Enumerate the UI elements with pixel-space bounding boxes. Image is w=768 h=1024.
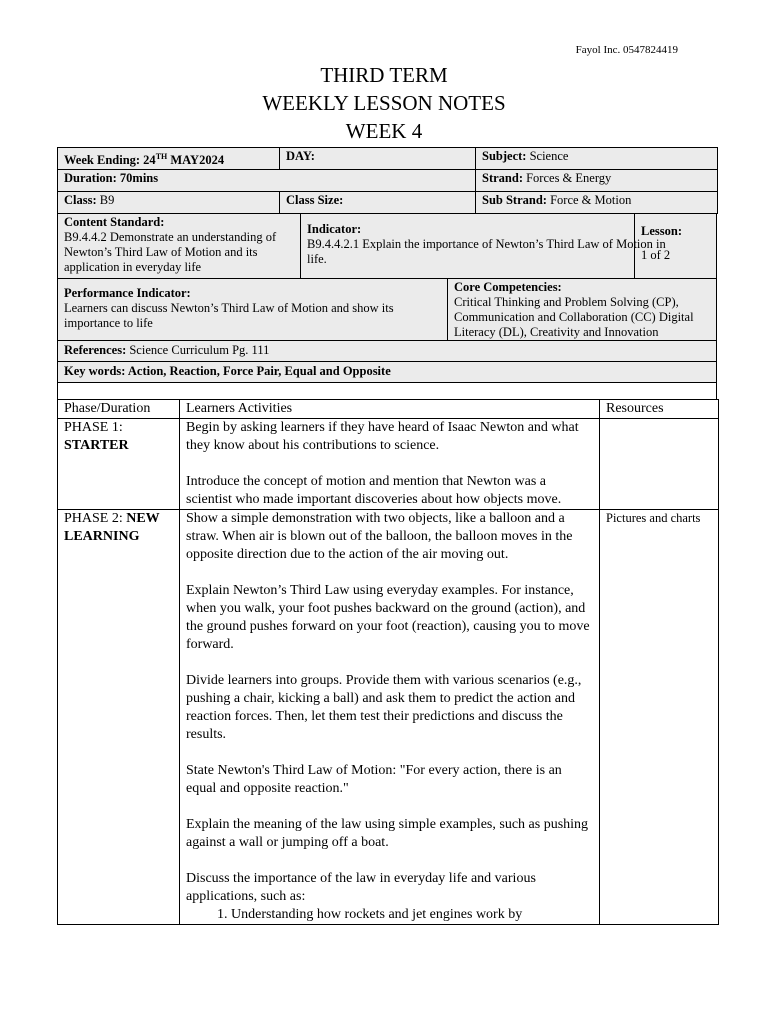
references-value: Science Curriculum Pg. 111 [129, 343, 270, 357]
class-label: Class: [64, 193, 97, 208]
references-cell [58, 341, 716, 361]
list-item: 1. Understanding how rockets and jet engines work by [231, 906, 593, 924]
keywords-cell: Key words: Action, Reaction, Force Pair, Equal and Opposite [64, 364, 391, 378]
lesson-table [57, 399, 719, 925]
sub-strand-label: Sub Strand: [482, 193, 547, 208]
header-resources: Resources [600, 400, 719, 419]
phase2-prefix: PHASE 2: [64, 511, 123, 526]
phase2-paragraph: Divide learners into groups. Provide them with various scenarios (e.g., pushing a chair, kicking a ball) and ask them to predict the action and reaction forces. Then, let them test their predictions and discuss the results. [186, 673, 582, 742]
references-row [57, 341, 717, 362]
title-term: THIRD TERM [320, 63, 448, 87]
indicator-cell [300, 214, 687, 278]
header-contact: Fayol Inc. 0547824419 [575, 44, 678, 56]
week-ending-label: Week Ending: 24 [64, 153, 156, 168]
phase2-resources: Pictures and charts [600, 510, 719, 925]
phase1-paragraph: Introduce the concept of motion and mention that Newton was a scientist who made important discoveries about how objects move. [186, 474, 562, 507]
references-label: References: [64, 343, 127, 357]
content-standard-cell [58, 214, 300, 278]
phase2-cell [58, 510, 180, 925]
phase2-list [186, 906, 593, 924]
core-competencies-cell [447, 279, 716, 340]
class-size-cell [280, 192, 476, 214]
lesson-label: Lesson: [641, 224, 682, 238]
title-weekly-lesson-notes: WEEKLY LESSON NOTES [262, 91, 506, 115]
header-phase: Phase/Duration [58, 400, 180, 419]
class-size-label: Class Size: [286, 193, 344, 208]
duration-label: Duration: 70mins [64, 171, 159, 186]
header-activities: Learners Activities [180, 400, 600, 419]
info-table [57, 147, 718, 214]
content-standard-label: Content Standard: [64, 215, 165, 229]
class-value: B9 [99, 193, 115, 208]
performance-value: Learners can discuss Newton’s Third Law of Motion and show its importance to life [64, 301, 394, 330]
phase1-resources [600, 419, 719, 510]
lesson-cell [634, 214, 716, 278]
title-week: WEEK 4 [345, 119, 423, 143]
subject-cell [476, 148, 718, 170]
duration-cell [58, 170, 476, 192]
lesson-value: 1 of 2 [641, 248, 671, 262]
content-standard-value: B9.4.4.2 Demonstrate an understanding of Newton’s Third Law of Motion and its application in everyday life [64, 230, 277, 274]
core-competencies-label: Core Competencies: [454, 280, 562, 294]
strand-cell [476, 170, 718, 192]
performance-label: Performance Indicator: [64, 286, 191, 300]
performance-cell [58, 279, 447, 340]
sub-strand-value: Force & Motion [550, 193, 632, 208]
phase2-name-part1: NEW [126, 511, 160, 526]
subject-label: Subject: [482, 149, 527, 163]
phase2-paragraph: Explain Newton’s Third Law using everyday examples. For instance, when you walk, your foot pushes backward on the ground (action), and the ground pushes forward on your foot (reaction), causing you to move forward. [186, 583, 590, 652]
phase2-paragraph: State Newton's Third Law of Motion: "For every action, there is an equal and opposite reaction." [186, 763, 562, 796]
week-ending-sup: TH [155, 152, 168, 161]
phase1-prefix: PHASE 1: [64, 420, 123, 435]
strand-label: Strand: [482, 171, 523, 186]
phase1-name: STARTER [64, 438, 129, 453]
strand-value: Forces & Energy [526, 171, 612, 186]
standard-row [57, 214, 717, 279]
spacer-row [57, 383, 717, 400]
day-cell [280, 148, 476, 170]
core-competencies-value: Critical Thinking and Problem Solving (CP), Communication and Collaboration (CC) Digital Literacy (DL), Creativity and Innovation [454, 295, 694, 339]
week-ending-rest: MAY2024 [167, 153, 225, 168]
performance-row [57, 279, 717, 341]
indicator-value: B9.4.4.2.1 Explain the importance of Newton’s Third Law of Motion in life. [307, 237, 666, 266]
keywords-row [57, 362, 717, 383]
phase2-paragraph: Discuss the importance of the law in everyday life and various applications, such as: [186, 871, 536, 904]
phase2-paragraph: Show a simple demonstration with two objects, like a balloon and a straw. When air is blown out of the balloon, the balloon moves in the opposite direction due to the action of the air moving out. [186, 511, 573, 562]
phase1-cell [58, 419, 180, 510]
phase1-paragraph: Begin by asking learners if they have heard of Isaac Newton and what they know about his contributions to science. [186, 420, 579, 453]
day-label: DAY: [286, 149, 315, 163]
subject-value: Science [529, 149, 569, 163]
phase1-activities [180, 419, 600, 510]
phase2-activities [180, 510, 600, 925]
week-ending-cell [58, 148, 280, 170]
class-cell [58, 192, 280, 214]
sub-strand-cell [476, 192, 718, 214]
indicator-label: Indicator: [307, 222, 362, 236]
phase2-paragraph: Explain the meaning of the law using simple examples, such as pushing against a wall or jumping off a boat. [186, 817, 589, 850]
phase2-name-part2: LEARNING [64, 529, 140, 544]
